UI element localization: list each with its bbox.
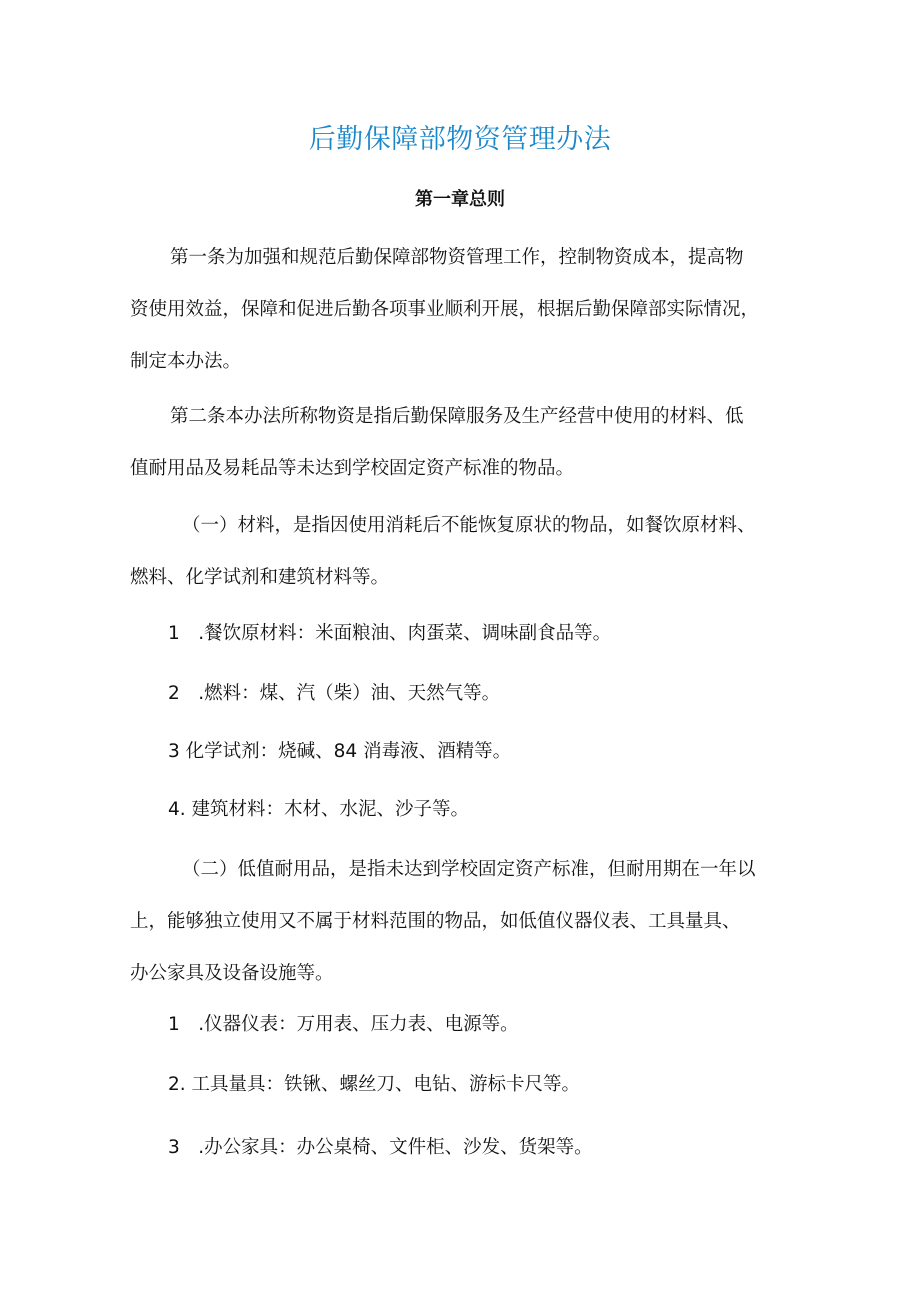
list-item: 1 .仪器仪表：万用表、压力表、电源等。: [168, 1014, 519, 1035]
section-2-paragraph: [130, 844, 802, 1000]
article-1-line: 第一条为加强和规范后勤保障部物资管理工作，控制物资成本，提高物: [170, 247, 744, 268]
document-title: 后勤保障部物资管理办法: [308, 124, 612, 155]
list-item: 4. 建筑材料：木材、水泥、沙子等。: [168, 799, 470, 820]
section-2-line: 上，能够独立使用又不属于材料范围的物品，如低值仪器仪表、工具量具、: [130, 911, 741, 932]
list-item: 2 .燃料：煤、汽（柴）油、天然气等。: [168, 683, 501, 704]
section-1-line: （一）材料，是指因使用消耗后不能恢复原状的物品，如餐饮原材料、: [182, 515, 756, 536]
section-2-line: （二）低值耐用品，是指未达到学校固定资产标准，但耐用期在一年以: [182, 859, 756, 880]
article-2-line: 第二条本办法所称物资是指后勤保障服务及生产经营中使用的材料、低: [170, 406, 744, 427]
list-item: 2. 工具量具：铁锹、螺丝刀、电钻、游标卡尺等。: [168, 1074, 581, 1095]
article-1-line: 资使用效益，保障和促进后勤各项事业顺利开展，根据后勤保障部实际情况，: [130, 299, 760, 320]
chapter-heading: 第一章总则: [415, 189, 505, 210]
article-2-line: 值耐用品及易耗品等未达到学校固定资产标准的物品。: [130, 458, 575, 479]
list-item: 3 化学试剂：烧碱、84 消毒液、酒精等。: [168, 741, 512, 762]
section-1-paragraph: [130, 500, 802, 604]
article-1-paragraph: [130, 232, 802, 388]
list-item: 1 .餐饮原材料：米面粮油、肉蛋菜、调味副食品等。: [168, 623, 612, 644]
list-item: 3 .办公家具：办公桌椅、文件柜、沙发、货架等。: [168, 1137, 593, 1158]
article-1-line: 制定本办法。: [130, 351, 242, 372]
article-2-paragraph: [130, 391, 802, 495]
section-1-line: 燃料、化学试剂和建筑材料等。: [130, 567, 390, 588]
section-2-line: 办公家具及设备设施等。: [130, 963, 334, 984]
